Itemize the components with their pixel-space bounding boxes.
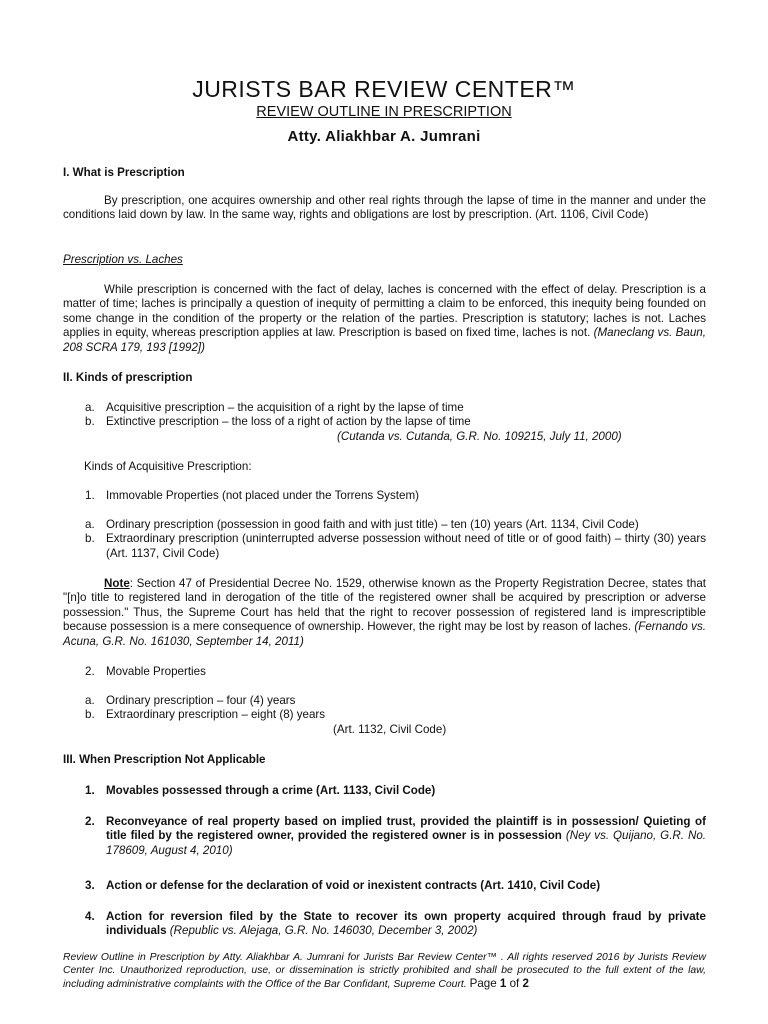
page-number: Page 1 of 2 [469, 977, 529, 990]
list-text: Action or defense for the declaration of void or inexistent contracts (Art. 1410, Civil Code) [106, 879, 601, 892]
list-item [63, 415, 706, 429]
list-marker: b. [85, 415, 95, 429]
list-citation: (Ney vs. Quijano, G.R. No. 178609, August 4, 2010) [106, 829, 707, 857]
note-citation: (Fernando vs. Acuna, G.R. No. 161030, September 14, 2011) [63, 620, 706, 648]
list-text: Extraordinary prescription (uninterrupted adverse possession without need of title or of good faith) – thirty (30) years (Art. 1137, Civil Code) [106, 532, 706, 560]
prescription-vs-laches-subheading [63, 253, 706, 267]
document-subtitle: REVIEW OUTLINE IN PRESCRIPTION [256, 104, 512, 120]
list-text: Action for reversion filed by the State to recover its own property acquired through fraud by private individuals [106, 910, 706, 938]
list-marker: 1. [85, 489, 95, 502]
document-title: JURISTS BAR REVIEW CENTER™ [192, 76, 576, 102]
kinds-citation: (Cutanda vs. Cutanda, G.R. No. 109215, July 11, 2000) [337, 430, 622, 443]
list-marker: 1. [85, 784, 95, 797]
list-marker: b. [85, 532, 95, 546]
list-marker: 4. [85, 910, 95, 923]
list-marker: a. [85, 401, 95, 414]
list-item [63, 518, 706, 532]
list-item [63, 708, 706, 722]
list-text: Acquisitive prescription – the acquisition of a right by the lapse of time [106, 401, 464, 414]
immovable-list [63, 518, 706, 561]
not-applicable-item-3 [63, 879, 706, 893]
section-heading-not-applicable: III. When Prescription Not Applicable [63, 753, 266, 766]
subheading-text: Prescription vs. Laches [63, 253, 183, 266]
page-footer [63, 951, 706, 991]
list-marker: b. [85, 708, 95, 722]
section-heading-kinds: II. Kinds of prescription [63, 371, 193, 384]
definition-text: By prescription, one acquires ownership and other real rights through the lapse of time in the manner and under the conditions laid down by law. In the same way, rights and obligations are lost by prescription. (Art. 1106, Civil Code) [63, 194, 706, 222]
not-applicable-item-2 [63, 815, 706, 858]
list-marker: 2. [85, 665, 95, 678]
immovable-heading-row [63, 489, 706, 503]
movable-heading-row [63, 665, 706, 679]
list-item [63, 401, 706, 415]
list-citation: (Republic vs. Alejaga, G.R. No. 146030, December 3, 2002) [169, 924, 478, 938]
laches-text: While prescription is concerned with the fact of delay, laches is concerned with the effect of delay. Prescription is a matter of time; laches is principally a question of inequity of permitting a claim to be enforced, this inequity being founded on some change in the condition of the property or the relation of the parties. Prescription is statutory; laches is not. Laches applies in equity, whereas prescription applies at law. Prescription is based on fixed time, laches is not. [63, 283, 706, 340]
laches-citation: (Maneclang vs. Baun, 208 SCRA 179, 193 [1992]) [63, 326, 706, 354]
list-marker: a. [85, 694, 95, 707]
section-heading-what-is-prescription: I. What is Prescription [63, 166, 185, 179]
list-marker: 3. [85, 879, 95, 892]
movable-citation: (Art. 1132, Civil Code) [333, 723, 447, 736]
list-text: Extraordinary prescription – eight (8) years [106, 708, 326, 722]
movable-label: Movable Properties [106, 665, 206, 678]
list-item [63, 694, 706, 708]
not-applicable-item-4 [63, 910, 706, 939]
list-text: Ordinary prescription (possession in good faith and with just title) – ten (10) years (Art. 1134, Civil Code) [106, 518, 639, 531]
document-author: Atty. Aliakhbar A. Jumrani [287, 128, 481, 145]
list-marker: a. [85, 518, 95, 531]
note-label: Note [104, 577, 130, 590]
movable-list [63, 694, 706, 723]
list-marker: 2. [85, 815, 95, 828]
note-paragraph [63, 577, 706, 649]
note-text: : Section 47 of Presidential Decree No. 1529, otherwise known as the Property Registration Decree, states that "[n]o title to registered land in derogation of the title of the registered owner shall be acquired by prescription or adverse possession." Thus, the Supreme Court has held that the right to recover possession of registered land is imprescriptible because possession is a mere consequence of ownership. However, the right may be lost by reason of laches. [63, 577, 706, 634]
laches-paragraph [63, 283, 706, 355]
kinds-list [63, 401, 706, 430]
definition-paragraph [63, 194, 706, 223]
list-text: Movables possessed through a crime (Art. 1133, Civil Code) [106, 784, 436, 797]
copyright-text: Review Outline in Prescription by Atty. Aliakhbar A. Jumrani for Jurists Bar Review Center™ . All rights reserved 2016 by Jurists Review Center Inc. Unauthorized reproduction, use, or dissemination is strictly prohibited and shall be prosecuted to the full extent of the law, including administrative complaints with the Office of the Bar Confidant, Supreme Court. [63, 952, 706, 990]
list-text: Ordinary prescription – four (4) years [106, 694, 296, 707]
list-text: Extinctive prescription – the loss of a right of action by the lapse of time [106, 415, 471, 429]
list-item [63, 532, 706, 561]
list-text: Reconveyance of real property based on implied trust, provided the plaintiff is in possession/ Quieting of title filed by the registered owner, provided the registered owner is in possession [106, 815, 706, 843]
immovable-label: Immovable Properties (not placed under the Torrens System) [106, 489, 419, 502]
acquisitive-heading: Kinds of Acquisitive Prescription: [84, 460, 252, 473]
not-applicable-item-1 [63, 784, 706, 798]
